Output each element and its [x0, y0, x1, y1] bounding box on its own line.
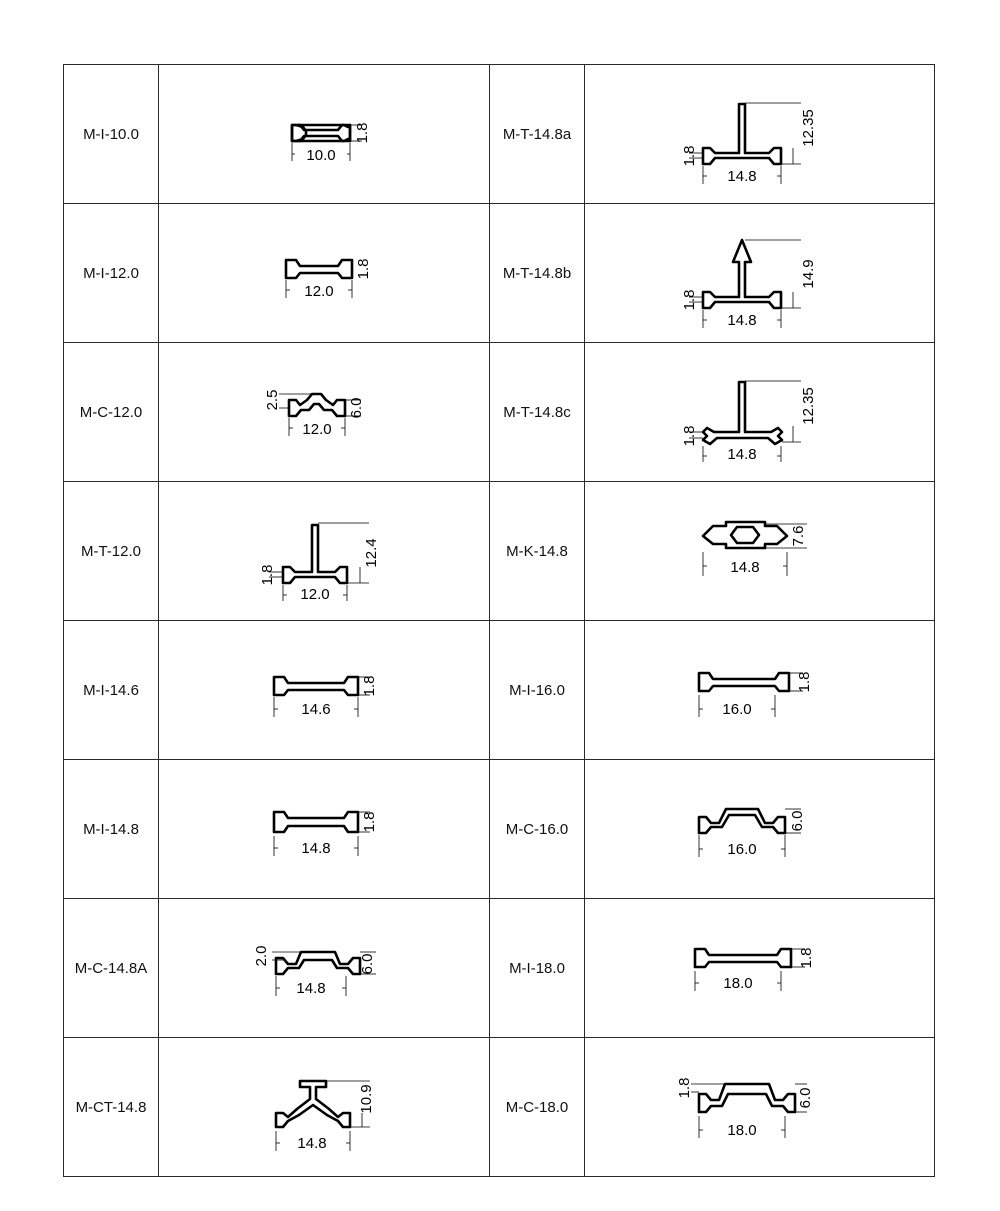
step-dimension: 2.5 [264, 389, 281, 411]
table-row [64, 760, 935, 899]
width-dimension: 18.0 [726, 1122, 757, 1139]
profile-code: M-I-14.8 [64, 760, 159, 899]
width-dimension: 14.8 [726, 168, 757, 185]
profile-code: M-I-14.6 [64, 621, 159, 760]
profile-table [63, 64, 935, 1177]
thickness-dimension: 1.8 [680, 425, 698, 447]
profile-code: M-C-12.0 [64, 343, 159, 482]
thickness-dimension: 1.8 [355, 258, 372, 280]
thickness-dimension: 1.8 [680, 145, 698, 167]
profile-drawing-m-t-14-8a [585, 65, 935, 204]
profile-drawing-m-t-12-0 [159, 482, 490, 621]
profile-drawing-m-i-14-8 [159, 760, 490, 899]
height-dimension: 12.35 [799, 109, 817, 147]
table-row [64, 621, 935, 760]
profile-code: M-CT-14.8 [64, 1038, 159, 1177]
profile-code: M-T-14.8c [490, 343, 585, 482]
thickness-dimension: 1.8 [361, 675, 378, 697]
width-dimension: 14.8 [296, 980, 326, 997]
profile-drawing-m-i-10-0 [159, 65, 490, 204]
thickness-dimension: 1.8 [675, 1077, 693, 1099]
thickness-dimension: 1.8 [795, 671, 813, 693]
profile-code: M-C-18.0 [490, 1038, 585, 1177]
height-dimension: 10.9 [358, 1084, 375, 1114]
profile-code: M-K-14.8 [490, 482, 585, 621]
table-row [64, 482, 935, 621]
profile-drawing-m-c-12-0 [159, 343, 490, 482]
thickness-dimension: 1.8 [680, 289, 698, 311]
width-dimension: 14.6 [301, 701, 331, 718]
width-dimension: 10.0 [306, 147, 336, 164]
profile-code: M-T-14.8a [490, 65, 585, 204]
height-dimension: 6.0 [359, 953, 376, 975]
table-row [64, 1038, 935, 1177]
height-dimension: 12.35 [799, 387, 817, 425]
width-dimension: 14.8 [726, 446, 757, 463]
table-row [64, 204, 935, 343]
height-dimension: 14.9 [799, 259, 817, 289]
profile-code: M-C-14.8A [64, 899, 159, 1038]
profile-drawing-m-c-16-0 [585, 760, 935, 899]
table-row [64, 899, 935, 1038]
width-dimension: 12.0 [300, 586, 330, 603]
height-dimension: 6.0 [348, 397, 365, 419]
profile-drawing-m-ct-14-8 [159, 1038, 490, 1177]
profile-code: M-I-10.0 [64, 65, 159, 204]
height-dimension: 6.0 [788, 810, 806, 832]
width-dimension: 16.0 [721, 701, 752, 718]
profile-drawing-m-c-18-0 [585, 1038, 935, 1177]
profile-code: M-C-16.0 [490, 760, 585, 899]
table-row [64, 65, 935, 204]
height-dimension: 6.0 [796, 1087, 814, 1109]
thickness-dimension: 1.8 [797, 947, 815, 969]
profile-drawing-m-t-14-8c [585, 343, 935, 482]
profile-drawing-m-c-14-8a [159, 899, 490, 1038]
profile-drawing-m-t-14-8b [585, 204, 935, 343]
profile-drawing-m-i-12-0 [159, 204, 490, 343]
profile-code: M-I-12.0 [64, 204, 159, 343]
width-dimension: 16.0 [726, 841, 757, 858]
height-dimension: 12.4 [363, 538, 380, 568]
step-dimension: 2.0 [253, 945, 270, 967]
thickness-dimension: 1.8 [361, 811, 378, 833]
width-dimension: 14.8 [301, 840, 331, 857]
height-dimension: 7.6 [789, 525, 807, 547]
thickness-dimension: 1.8 [354, 122, 371, 144]
width-dimension: 14.8 [729, 559, 760, 576]
width-dimension: 14.8 [726, 312, 757, 329]
width-dimension: 12.0 [302, 421, 332, 438]
width-dimension: 12.0 [304, 283, 334, 300]
profile-drawing-m-k-14-8 [585, 482, 935, 621]
profile-code: M-I-18.0 [490, 899, 585, 1038]
profile-drawing-m-i-16-0 [585, 621, 935, 760]
profile-drawing-m-i-18-0 [585, 899, 935, 1038]
profile-code: M-T-14.8b [490, 204, 585, 343]
profile-code: M-I-16.0 [490, 621, 585, 760]
profile-code: M-T-12.0 [64, 482, 159, 621]
width-dimension: 18.0 [722, 975, 753, 992]
width-dimension: 14.8 [297, 1135, 327, 1152]
profile-drawing-m-i-14-6 [159, 621, 490, 760]
thickness-dimension: 1.8 [259, 564, 276, 586]
table-row [64, 343, 935, 482]
